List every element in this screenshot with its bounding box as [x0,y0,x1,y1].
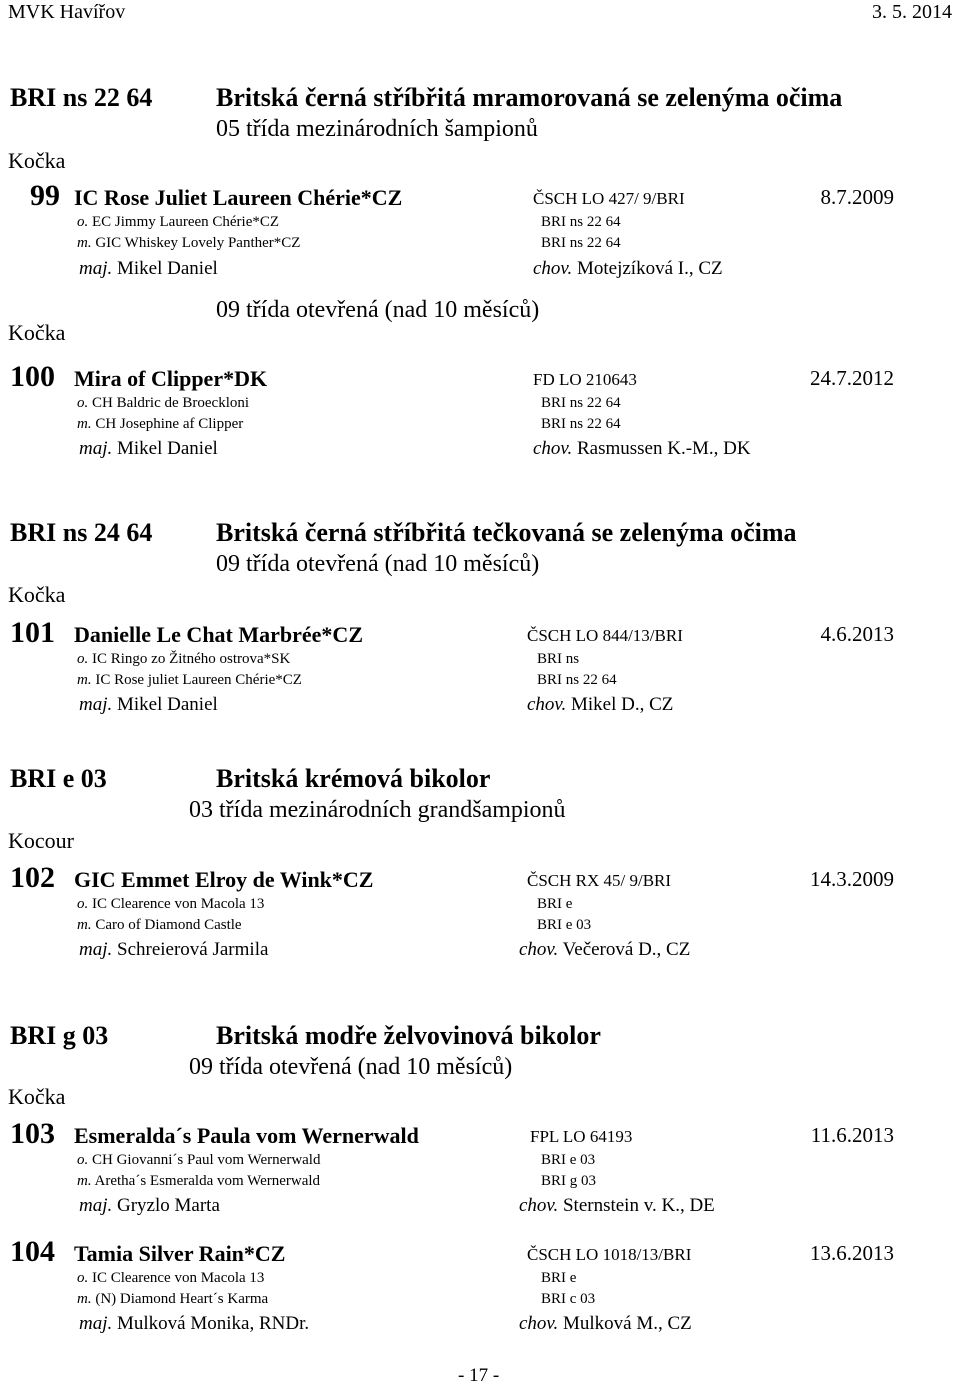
breed-code: BRI ns 22 64 [10,83,153,112]
class-name: 03 třída mezinárodních grandšampionů [189,797,566,823]
cat-number: 103 [10,1117,55,1150]
cat-number: 101 [10,616,55,649]
class-name: 09 třída otevřená (nad 10 měsíců) [216,551,540,577]
birth-date: 14.3.2009 [810,867,894,891]
registration: ČSCH RX 45/ 9/BRI [527,871,672,890]
owner-row: maj. Gryzlo Marta [79,1195,220,1216]
father-ems: BRI ns 22 64 [541,395,621,411]
cat-number: 99 [30,179,60,212]
father-ems: BRI ns 22 64 [541,214,621,230]
sex-label: Kočka [8,320,66,345]
mother-row: m. GIC Whiskey Lovely Panther*CZ [77,235,301,251]
father-row: o. IC Ringo zo Žitného ostrova*SK [77,651,291,667]
breed-code: BRI ns 24 64 [10,518,153,547]
father-row: o. IC Clearence von Macola 13 [77,896,265,912]
mother-ems: BRI ns 22 64 [541,235,621,251]
breeder-row: chov. Sternstein v. K., DE [519,1195,715,1216]
sex-label: Kocour [8,828,74,853]
breed-name: Britská modře želvovinová bikolor [216,1021,601,1050]
breed-code: BRI g 03 [10,1021,109,1050]
father-ems: BRI e [537,896,573,912]
mother-ems: BRI c 03 [541,1291,596,1307]
mother-ems: BRI ns 22 64 [541,416,621,432]
father-row: o. CH Giovanni´s Paul vom Wernerwald [77,1152,321,1168]
father-ems: BRI e [541,1270,577,1286]
registration: ČSCH LO 1018/13/BRI [527,1245,692,1264]
owner-row: maj. Mikel Daniel [79,438,218,459]
cat-name: Mira of Clipper*DK [74,366,268,391]
breed-name: Britská černá stříbřitá mramorovaná se zelenýma očima [216,83,843,112]
breed-code: BRI e 03 [10,764,107,793]
father-row: o. IC Clearence von Macola 13 [77,1270,265,1286]
mother-ems: BRI e 03 [537,917,592,933]
mother-row: m. Caro of Diamond Castle [77,917,242,933]
registration: ČSCH LO 427/ 9/BRI [533,189,685,208]
header-date: 3. 5. 2014 [872,1,952,23]
mother-row: m. (N) Diamond Heart´s Karma [77,1291,269,1307]
class-name: 09 třída otevřená (nad 10 měsíců) [189,1054,513,1080]
mother-ems: BRI g 03 [541,1173,597,1189]
breeder-row: chov. Mulková M., CZ [519,1313,692,1334]
birth-date: 13.6.2013 [810,1241,894,1265]
cat-name: Esmeralda´s Paula vom Wernerwald [74,1123,419,1148]
owner-row: maj. Mulková Monika, RNDr. [79,1313,310,1334]
cat-name: GIC Emmet Elroy de Wink*CZ [74,867,374,892]
cat-name: IC Rose Juliet Laureen Chérie*CZ [74,185,403,210]
class-name: 05 třída mezinárodních šampionů [216,116,538,142]
birth-date: 4.6.2013 [820,622,894,646]
class-name: 09 třída otevřená (nad 10 měsíců) [216,297,540,323]
breed-name: Britská krémová bikolor [216,764,491,793]
registration: FD LO 210643 [533,370,637,389]
birth-date: 24.7.2012 [810,366,894,390]
cat-name: Danielle Le Chat Marbrée*CZ [74,622,363,647]
sex-label: Kočka [8,1084,66,1109]
mother-row: m. IC Rose juliet Laureen Chérie*CZ [77,672,302,688]
breeder-row: chov. Večerová D., CZ [519,939,691,960]
father-ems: BRI ns [537,651,580,667]
owner-row: maj. Mikel Daniel [79,258,218,279]
breeder-row: chov. Rasmussen K.-M., DK [533,438,751,459]
cat-number: 104 [10,1235,55,1268]
breeder-row: chov. Mikel D., CZ [527,694,674,715]
registration: ČSCH LO 844/13/BRI [527,626,683,645]
cat-number: 102 [10,861,55,894]
mother-ems: BRI ns 22 64 [537,672,617,688]
mother-row: m. CH Josephine af Clipper [77,416,244,432]
cat-name: Tamia Silver Rain*CZ [74,1241,286,1266]
sex-label: Kočka [8,582,66,607]
father-row: o. CH Baldric de Broeckloni [77,395,250,411]
owner-row: maj. Schreierová Jarmila [79,939,269,960]
mother-row: m. Aretha´s Esmeralda vom Wernerwald [77,1173,321,1189]
owner-row: maj. Mikel Daniel [79,694,218,715]
father-row: o. EC Jimmy Laureen Chérie*CZ [77,214,280,230]
breeder-row: chov. Motejzíková I., CZ [533,258,723,279]
sex-label: Kočka [8,148,66,173]
birth-date: 11.6.2013 [810,1123,894,1147]
father-ems: BRI e 03 [541,1152,596,1168]
breed-name: Britská černá stříbřitá tečkovaná se zelenýma očima [216,518,797,547]
birth-date: 8.7.2009 [820,185,894,209]
page-number: - 17 - [458,1365,500,1386]
registration: FPL LO 64193 [530,1127,633,1146]
header-title: MVK Havířov [8,1,126,23]
cat-number: 100 [10,360,55,393]
